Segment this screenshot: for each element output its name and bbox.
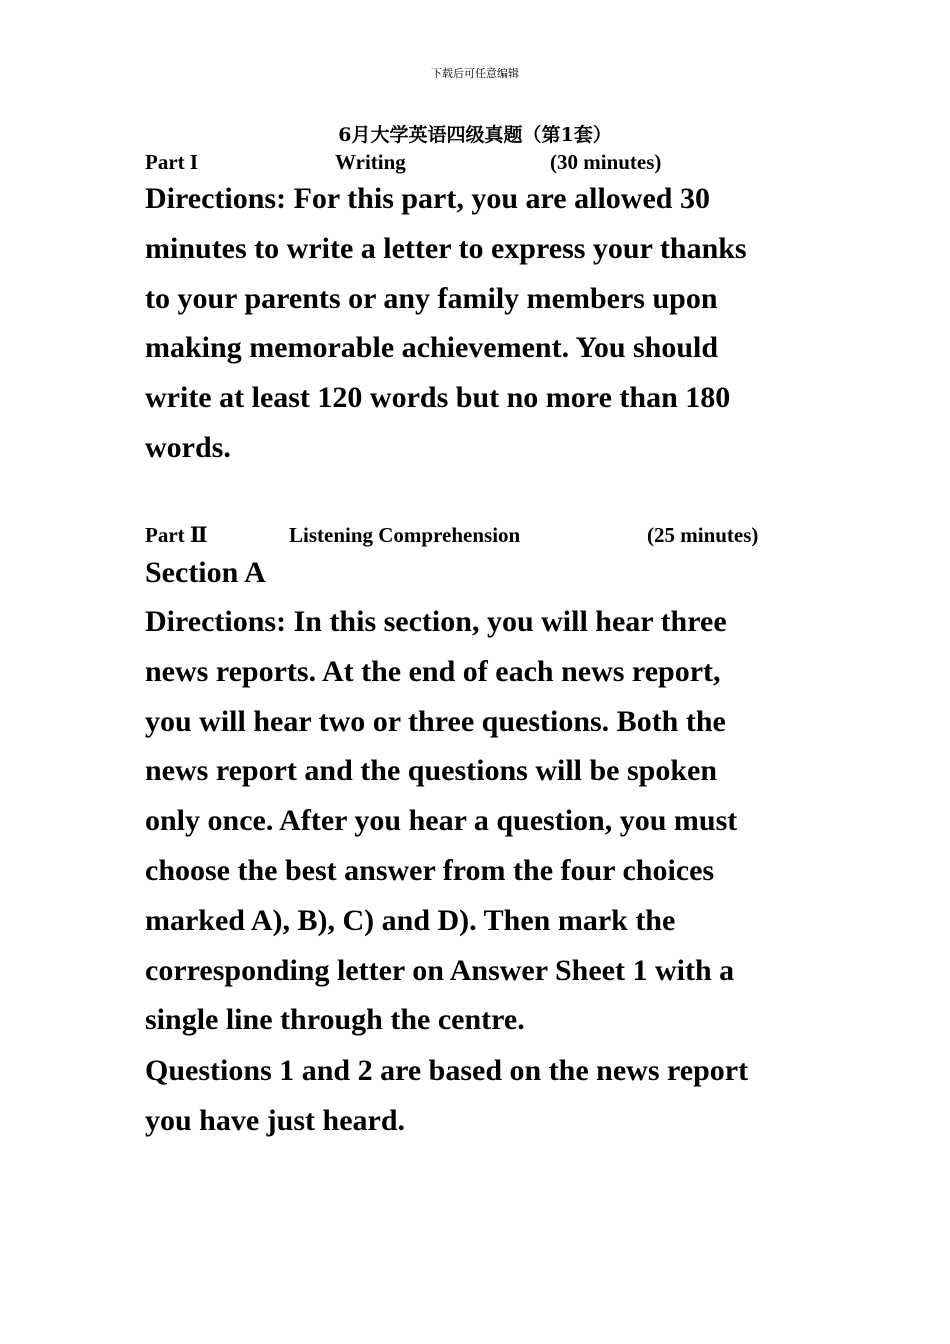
part-1-directions: Directions: For this part, you are allowed 30 minutes to write a letter to express your thanks to your parents or any family members upon making memorable achievement. You should write at least 120 words but no more than 180 words. xyxy=(145,182,747,464)
part-1-heading xyxy=(145,150,785,174)
document-title: 6月大学英语四级真题（第1套） xyxy=(338,124,612,146)
part-1-time: (30 minutes) xyxy=(550,150,662,174)
questions-intro: Questions 1 and 2 are based on the news report you have just heard. xyxy=(145,1054,749,1137)
section-a-heading: Section A xyxy=(145,556,266,589)
part-2-heading xyxy=(145,523,785,547)
part-2-name: Listening Comprehension xyxy=(289,523,521,547)
part-1-label: Part I xyxy=(145,150,199,174)
part-2-label: Part Ⅱ xyxy=(145,523,208,547)
part-1-name: Writing xyxy=(335,150,406,174)
part-2-time: (25 minutes) xyxy=(647,523,759,547)
header-note: 下载后可任意编辑 xyxy=(431,67,519,80)
part-2-directions: Directions: In this section, you will hear three news reports. At the end of each news report, you will hear two or three questions. Both the news report and the questions will be spoken only once. After you hear a question, you must choose the best answer from the four choices marked A), B), C) and D). Then mark the corresponding letter on Answer Sheet 1 with a single line through the centre. xyxy=(145,605,738,1037)
